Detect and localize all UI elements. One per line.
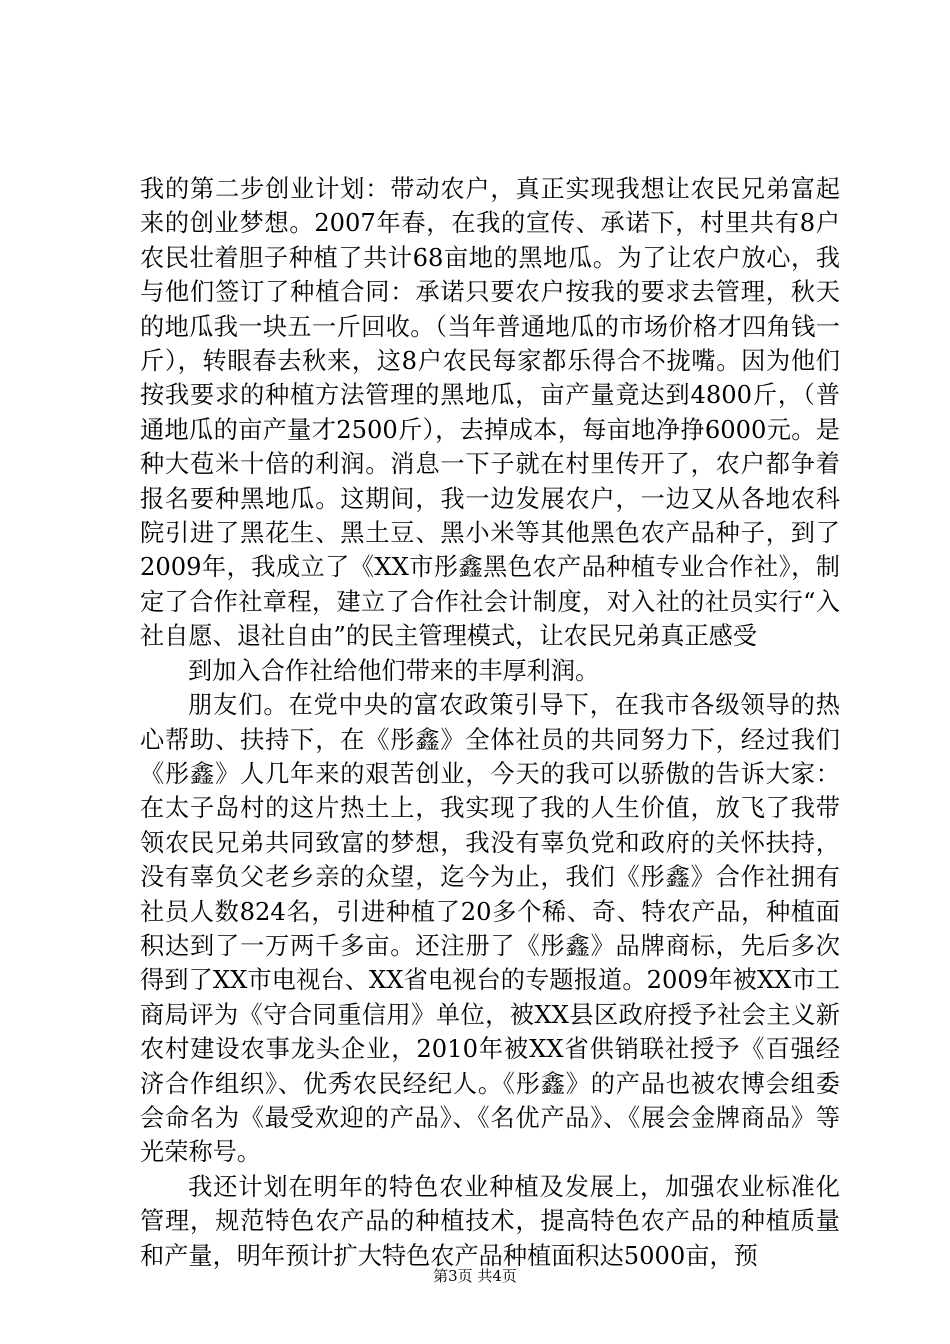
paragraph-achievements: 朋友们。在党中央的富农政策引导下，在我市各级领导的热心帮助、扶持下，在《彤鑫》全体社员的共同努力下，经过我们《彤鑫》人几年来的艰苦创业，今天的我可以骄傲的告诉大家：在太子岛村的这片热土上，我实现了我的人生价值，放飞了我带领农民兄弟共同致富的梦想，我没有辜负党和政府的关怀扶持，没有辜负父老乡亲的众望，迄今为止，我们《彤鑫》合作社拥有社员人数824名，引进种植了20多个稀、奇、特农产品，种植面积达到了一万两千多亩。还注册了《彤鑫》品牌商标，先后多次得到了XX市电视台、XX省电视台的专题报道。2009年被XX市工商局评为《守合同重信用》单位，被XX县区政府授予社会主义新农村建设农事龙头企业，2010年被XX省供销联社授予《百强经济合作组织》、优秀农民经纪人。《彤鑫》的产品也被农博会组委会命名为《最受欢迎的产品》、《名优产品》、《展会金牌商品》等光荣称号。 bbox=[140, 691, 840, 1167]
paragraph-cooperative-profit: 到加入合作社给他们带来的丰厚利润。 bbox=[188, 656, 600, 685]
paragraph-future-plan: 我还计划在明年的特色农业种植及发展上，加强农业标准化管理，规范特色农产品的种植技术，提高特色农产品的种植质量和产量，明年预计扩大特色农产品种植面积达5000亩，预 bbox=[140, 1172, 840, 1270]
document-body bbox=[140, 172, 840, 1273]
page-number-footer: 第3页 共4页 bbox=[433, 1267, 517, 1285]
paragraph-entrepreneurship-plan: 我的第二步创业计划：带动农户，真正实现我想让农民兄弟富起来的创业梦想。2007年春，在我的宣传、承诺下，村里共有8户农民壮着胆子种植了共计68亩地的黑地瓜。为了让农户放心，我与他们签订了种植合同：承诺只要农户按我的要求去管理，秋天的地瓜我一块五一斤回收。（当年普通地瓜的市场价格才四角钱一斤），转眼春去秋来，这8户农民每家都乐得合不拢嘴。因为他们按我要求的种植方法管理的黑地瓜，亩产量竟达到4800斤，（普通地瓜的亩产量才2500斤），去掉成本，每亩地净挣6000元。是种大苞米十倍的利润。消息一下子就在村里传开了，农户都争着报名要种黑地瓜。这期间，我一边发展农户，一边又从各地农科院引进了黑花生、黑土豆、黑小米等其他黑色农产品种子，到了2009年，我成立了《XX市彤鑫黑色农产品种植专业合作社》，制定了合作社章程，建立了合作社会计制度，对入社的社员实行“入社自愿、退社自由”的民主管理模式，让农民兄弟真正感受 bbox=[140, 175, 840, 651]
